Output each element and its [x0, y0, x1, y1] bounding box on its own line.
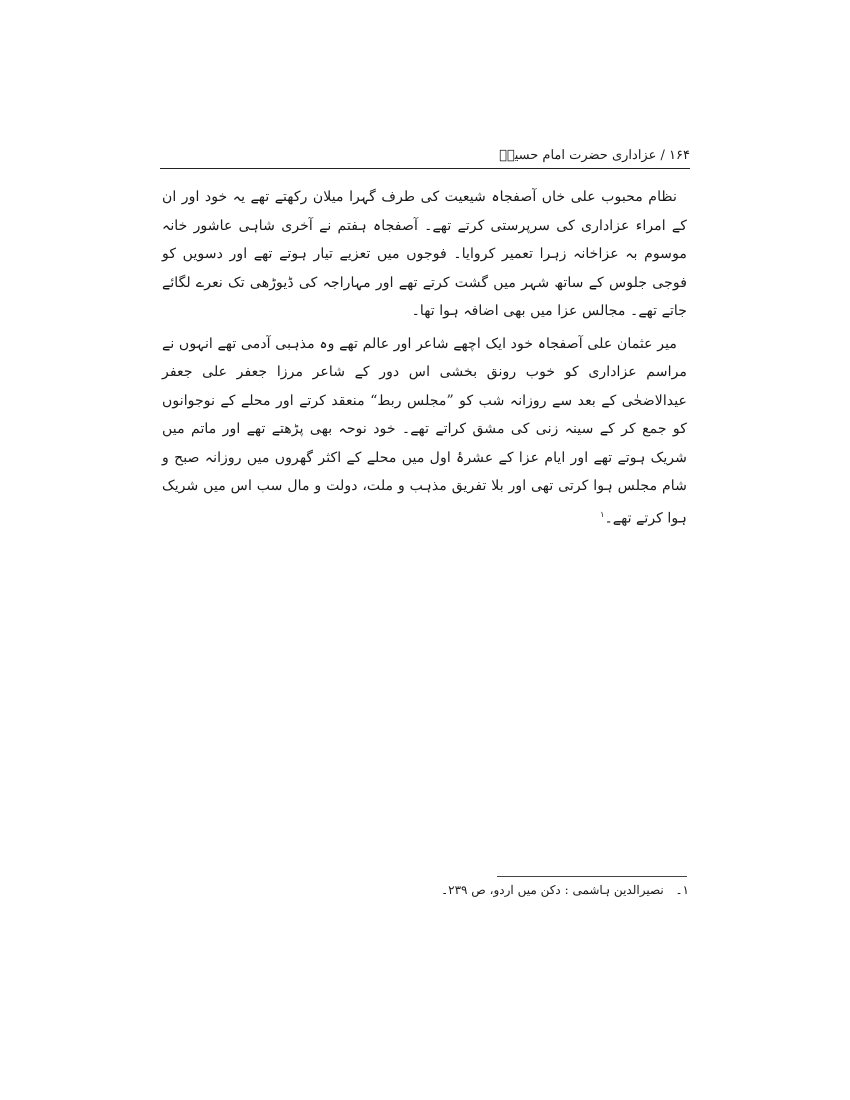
footnote-rule [497, 876, 687, 877]
footnote [300, 880, 689, 900]
paragraph-2-text: میر عثمان علی آصفجاہ خود ایک اچھے شاعر اور عالم تھے وہ مذہبی آدمی تھے انہوں نے مراسم عزاداری کو خوب رونق بخشی اس دور کے شاعر مرزا جعفر علی جعفر عیدالاضحٰی کے بعد سے روزانہ شب کو ”مجلس ربط“ منعقد کرتے اور محلے کے نوجوانوں کو جمع کر کے سینہ زنی کی مشق کراتے تھے۔ خود نوحہ بھی پڑھتے تھے اور ماتم میں شریک ہوتے تھے اور ایام عزا کے عشرۂ اول میں محلے کے اکثر گھروں میں روزانہ صبح و شام مجلس ہوا کرتی تھی اور بلا تفریق مذہب و ملت، دولت و مال سب اس میں شریک ہوا کرتے تھے۔ [162, 335, 687, 527]
paragraph-2 [162, 330, 687, 533]
page-number: ۱۶۴ [669, 148, 690, 163]
running-title: عزاداری حضرت امام حسینؑ [499, 148, 657, 163]
footnote-number: ۱۔ [675, 883, 689, 897]
footnote-marker: ۱ [600, 509, 605, 519]
paragraph-1: نظام محبوب علی خاں آصفجاہ شیعیت کی طرف گہرا میلان رکھتے تھے یہ خود اور ان کے امراء عزاداری کی سرپرستی کرتے تھے۔ آصفجاہ ہفتم نے آخری شاہی عاشور خانہ موسوم بہ عزاخانہ زہرا تعمیر کروایا۔ فوجوں میں تعزیے تیار ہوتے تھے اور دسویں کو فوجی جلوس کے ساتھ شہر میں گشت کرتے تھے اور مہاراجہ کی ڈیوڑھی تک نعرے لگائے جاتے تھے۔ مجالس عزا میں بھی اضافہ ہوا تھا۔ [162, 189, 687, 319]
footnote-text: نصیرالدین ہاشمی : دکن میں اردو، ص ۲۳۹۔ [441, 883, 664, 897]
running-header [160, 146, 690, 168]
body-text [162, 183, 687, 537]
header-separator: / [660, 148, 665, 163]
header-rule [160, 168, 690, 169]
